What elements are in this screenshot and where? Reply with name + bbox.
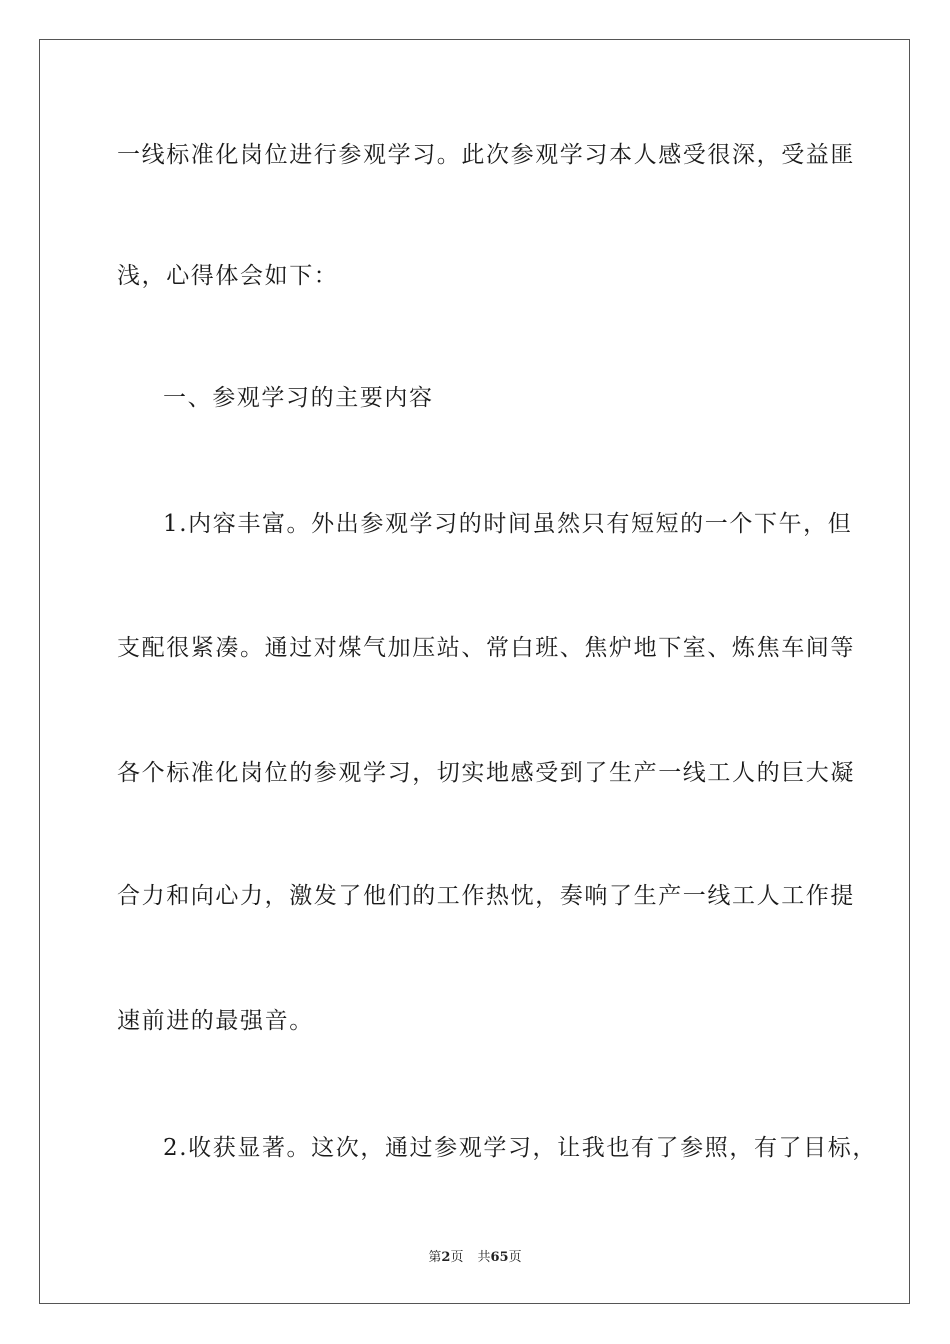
section-heading: 一、参观学习的主要内容 [163,385,434,411]
body-line-8: 速前进的最强音。 [117,1008,314,1034]
footer-page-number: 2 [441,1250,451,1265]
page-footer [0,1246,950,1265]
body-line-7: 合力和向心力，激发了他们的工作热忱，奏响了生产一线工人工作提 [117,883,855,909]
page-border [39,39,910,1304]
footer-total-suffix: 页 [508,1250,522,1265]
body-line-4: 1.内容丰富。外出参观学习的时间虽然只有短短的一个下午，但 [163,511,853,537]
footer-page-prefix: 第 [428,1250,442,1265]
body-line-1: 一线标准化岗位进行参观学习。此次参观学习本人感受很深，受益匪 [117,142,855,168]
body-line-6: 各个标准化岗位的参观学习，切实地感受到了生产一线工人的巨大凝 [117,760,855,786]
body-line-5: 支配很紧凑。通过对煤气加压站、常白班、焦炉地下室、炼焦车间等 [117,635,855,661]
footer-page-suffix: 页 [450,1250,464,1265]
footer-total-prefix: 共 [477,1250,491,1265]
footer-total-pages: 65 [490,1250,509,1265]
body-line-9: 2.收获显著。这次，通过参观学习，让我也有了参照，有了目标， [163,1135,877,1161]
body-line-2: 浅，心得体会如下： [117,263,339,289]
